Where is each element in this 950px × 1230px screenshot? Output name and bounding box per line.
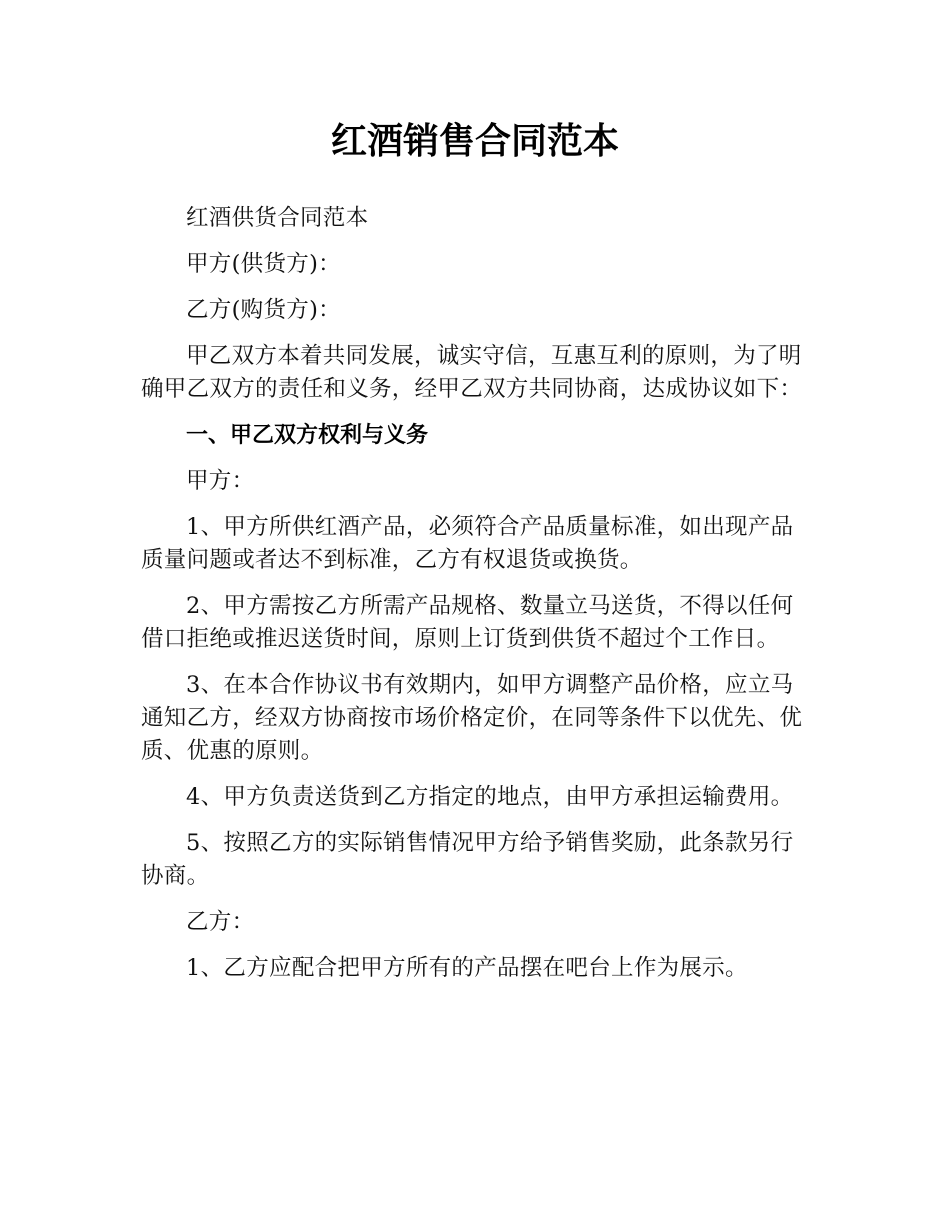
paragraph-subtitle: 红酒供货合同范本 [186, 205, 369, 231]
paragraph-preamble: 甲乙双方本着共同发展，诚实守信，互惠互利的原则，为了明确甲乙双方的责任和义务，经甲乙双方共同协商，达成协议如下： [141, 343, 803, 402]
clause-b-1: 1、乙方应配合把甲方所有的产品摆在吧台上作为展示。 [186, 955, 748, 981]
paragraph-party-a: 甲方(供货方)： [186, 251, 341, 277]
clause-a-2: 2、甲方需按乙方所需产品规格、数量立马送货，不得以任何借口拒绝或推迟送货时间，原则上订货到供货不超过个工作日。 [141, 593, 794, 652]
clause-a-4: 4、甲方负责送货到乙方指定的地点，由甲方承担运输费用。 [186, 784, 794, 810]
document-title: 红酒销售合同范本 [330, 121, 619, 162]
paragraph-party-b: 乙方(购货方)： [186, 297, 341, 323]
paragraph-party-a-label: 甲方： [186, 468, 255, 494]
clause-a-1: 1、甲方所供红酒产品，必须符合产品质量标准，如出现产品质量问题或者达不到标准，乙方有权退货或换货。 [141, 514, 794, 573]
clause-a-5: 5、按照乙方的实际销售情况甲方给予销售奖励，此条款另行协商。 [141, 830, 794, 889]
clause-a-3: 3、在本合作协议书有效期内，如甲方调整产品价格，应立马通知乙方，经双方协商按市场价格定价，在同等条件下以优先、优质、优惠的原则。 [141, 672, 803, 764]
document-body [141, 202, 811, 998]
paragraph-party-b-label: 乙方： [186, 909, 255, 935]
section-heading-rights-obligations: 一、甲乙双方权利与义务 [186, 423, 429, 448]
